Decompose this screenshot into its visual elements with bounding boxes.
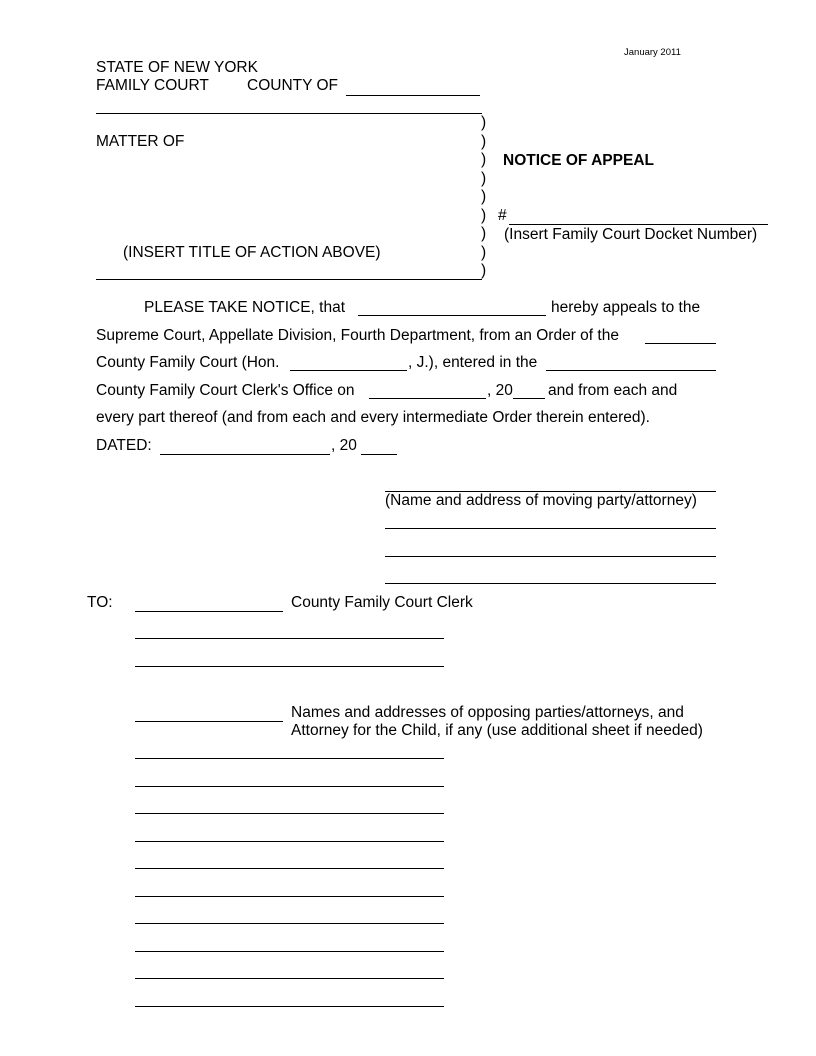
notice-text-2: Supreme Court, Appellate Division, Fourth Department, from an Order of the [96,327,619,344]
opposing-address-line[interactable] [135,951,444,952]
docket-instruction: (Insert Family Court Docket Number) [504,226,758,243]
notice-text-1b: hereby appeals to the [551,299,701,316]
judge-name-blank[interactable] [290,370,407,371]
paren: ) [481,225,487,242]
court-label: FAMILY COURT [96,77,209,94]
paren: ) [481,169,487,187]
paren: ) [481,206,487,224]
opposing-address-line[interactable] [135,923,444,924]
opposing-address-line[interactable] [135,841,444,842]
entry-year-blank[interactable] [513,398,545,399]
paren: ) [481,243,487,261]
to-label: TO: [87,594,113,611]
paren: ) [481,151,487,168]
address-line-2[interactable] [385,556,716,557]
paren: ) [481,262,487,279]
opposing-address-line[interactable] [135,758,444,759]
notice-text-1a: PLEASE TAKE NOTICE, that [144,299,346,316]
paren: ) [481,114,487,131]
dated-blank[interactable] [160,454,330,455]
notice-text-3a: County Family Court (Hon. [96,354,280,371]
county-blank[interactable] [346,95,480,96]
opposing-party-blank[interactable] [135,721,283,722]
paren: ) [481,132,487,150]
title-instruction: (INSERT TITLE OF ACTION ABOVE) [123,244,381,261]
appellant-name-blank[interactable] [358,315,546,316]
notice-text-4b: , 20 [487,382,513,399]
signature-label: (Name and address of moving party/attorney) [385,492,697,509]
opposing-address-line[interactable] [135,786,444,787]
docket-number-blank[interactable] [509,224,768,225]
clerk-label: County Family Court Clerk [291,594,473,611]
revision-date: January 2011 [624,47,681,58]
opposing-address-line[interactable] [135,978,444,979]
docket-hash: # [498,207,507,224]
dated-year-blank[interactable] [361,454,397,455]
caption-paren-column [481,114,491,281]
clerk-address-line-1[interactable] [135,638,444,639]
opposing-address-line[interactable] [135,813,444,814]
notice-title: NOTICE OF APPEAL [503,152,654,169]
dated-year-prefix: , 20 [331,437,357,454]
notice-text-5: every part thereof (and from each and every intermediate Order therein entered). [96,409,650,426]
address-line-3[interactable] [385,583,716,584]
state-heading: STATE OF NEW YORK [96,59,258,76]
entry-date-blank[interactable] [369,398,486,399]
opposing-address-line[interactable] [135,896,444,897]
county-label: COUNTY OF [247,77,338,94]
order-county-blank[interactable] [645,343,716,344]
notice-text-3b: , J.), entered in the [408,354,538,371]
entered-county-blank[interactable] [546,370,716,371]
clerk-county-blank[interactable] [135,611,283,612]
clerk-address-line-2[interactable] [135,666,444,667]
opposing-instruction-1: Names and addresses of opposing parties/attorneys, and [291,704,684,721]
caption-top-rule [96,113,482,114]
dated-label: DATED: [96,437,152,454]
opposing-address-line[interactable] [135,868,444,869]
notice-text-4a: County Family Court Clerk's Office on [96,382,355,399]
notice-text-4c: and from each and [548,382,678,399]
caption-bottom-rule [96,279,482,280]
address-line-1[interactable] [385,528,716,529]
paren: ) [481,188,487,205]
opposing-instruction-2: Attorney for the Child, if any (use additional sheet if needed) [291,722,703,739]
matter-of-label: MATTER OF [96,133,185,150]
opposing-address-line[interactable] [135,1006,444,1007]
